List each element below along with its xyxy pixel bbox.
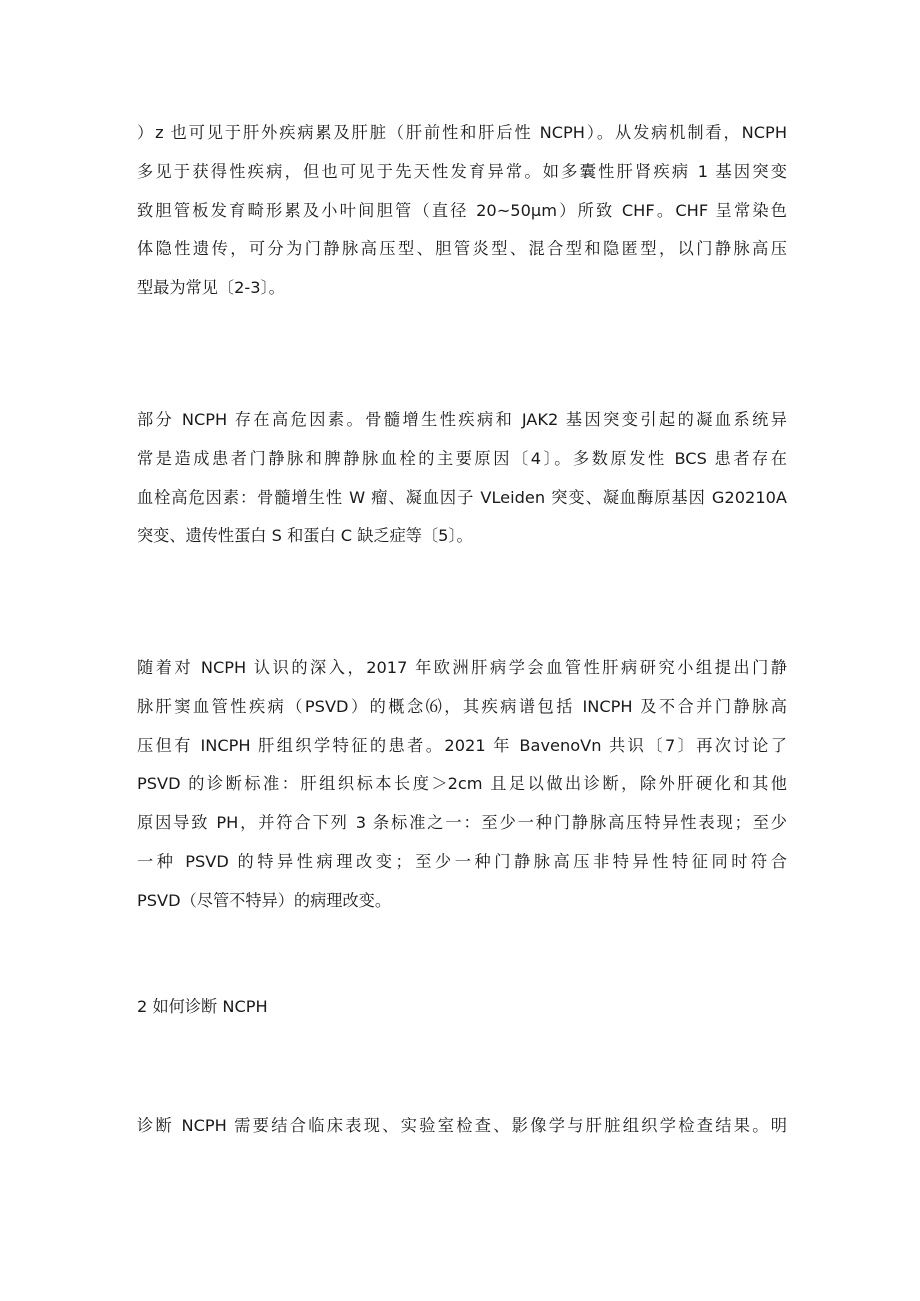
text-line: 多见于获得性疾病，但也可见于先天性发育异常。如多囊性肝肾疾病 1 基因突变 — [137, 161, 787, 181]
text-line: PSVD 的诊断标准：肝组织标本长度＞2cm 且足以做出诊断，除外肝硬化和其他 — [137, 774, 787, 794]
text-line: 常是造成患者门静脉和脾静脉血栓的主要原因〔4〕。多数原发性 BCS 患者存在 — [137, 448, 787, 468]
text-line: 原因导致 PH，并符合下列 3 条标准之一：至少一种门静脉高压特异性表现；至少 — [137, 813, 787, 833]
paragraph-3 — [137, 649, 787, 921]
paragraph-1 — [137, 114, 787, 308]
text-line: 一种 PSVD 的特异性病理改变；至少一种门静脉高压非特异性特征同时符合 — [137, 851, 787, 871]
text-line: 诊断 NCPH 需要结合临床表现、实验室检查、影像学与肝脏组织学检查结果。明 — [137, 1116, 787, 1135]
text-line: 部分 NCPH 存在高危因素。骨髓增生性疾病和 JAK2 基因突变引起的凝血系统异 — [137, 410, 787, 429]
text-line: 血栓高危因素：骨髓增生性 W 瘤、凝血因子 VLeiden 突变、凝血酶原基因 G20210A — [137, 487, 787, 507]
text-line: 脉肝窦血管性疾病（PSVD）的概念⑹，其疾病谱包括 INCPH 及不合并门静脉高 — [137, 696, 787, 716]
paragraph-2 — [137, 401, 787, 556]
text-line: 型最为常见〔2-3〕。 — [137, 278, 285, 298]
text-line: 突变、遗传性蛋白 S 和蛋白 C 缺乏症等〔5〕。 — [137, 526, 473, 546]
text-line: 随着对 NCPH 认识的深入，2017 年欧洲肝病学会血管性肝病研究小组提出门静 — [137, 658, 787, 677]
text-line: ）z 也可见于肝外疾病累及肝脏（肝前性和肝后性 NCPH）。从发病机制看，NCPH — [137, 123, 787, 142]
text-line: 体隐性遗传，可分为门静脉高压型、胆管炎型、混合型和隐匿型，以门静脉高压 — [137, 239, 787, 259]
paragraph-4 — [137, 1107, 787, 1146]
text-line: 致胆管板发育畸形累及小叶间胆管（直径 20~50μm）所致 CHF。CHF 呈常染色 — [137, 200, 787, 220]
section-heading: 2 如何诊断 NCPH — [137, 997, 268, 1016]
text-line: PSVD（尽管不特异）的病理改变。 — [137, 890, 392, 910]
text-line: 压但有 INCPH 肝组织学特征的患者。2021 年 BavenoVn 共识〔7〕再次讨论了 — [137, 735, 787, 755]
